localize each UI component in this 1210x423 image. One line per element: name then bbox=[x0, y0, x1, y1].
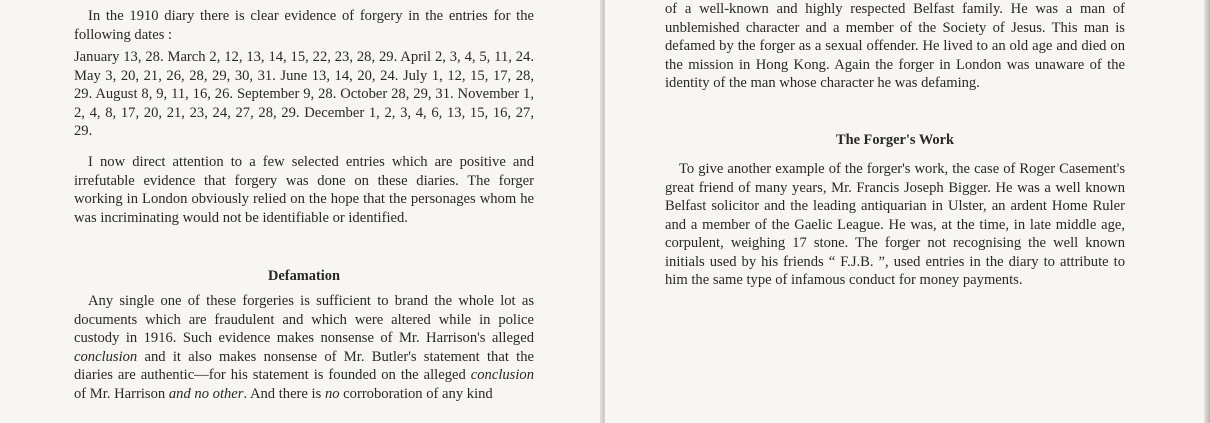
left-page bbox=[0, 0, 603, 423]
italic-run: conclusion bbox=[74, 348, 138, 365]
left-dates-list: January 13, 28. March 2, 12, 13, 14, 15, 22, 23, 28, 29. April 2, 3, 4, 5, 11, 24. May 3, 20, 21, 26, 28, 29, 30, 31. June 13, 14, 20, 24. July 1, 12, 15, 17, 28, 29. August 8, 9, 11, 16, 26. September 9, 28. October 28, 29, 31. November 1, 2, 4, 8, 17, 20, 21, 23, 24, 27, 28, 29. December 1, 2, 3, 4, 6, 13, 15, 16, 27, 29. bbox=[74, 49, 534, 139]
italic-run: no bbox=[324, 385, 340, 402]
italic-run: conclusion bbox=[470, 367, 534, 383]
italic-run: and no other bbox=[168, 385, 244, 402]
text-run: of Mr. Harrison bbox=[74, 385, 169, 402]
text-run: . And there is bbox=[243, 385, 325, 402]
left-paragraph-selected-entries: I now direct attention to a few selected entries which are positive and irrefutable evidence that forgery was done on these diaries. The forger working in London obviously relied on the hope that the personages whom he was incriminating would not be identifiable or identified. bbox=[74, 154, 534, 226]
page-edge bbox=[1204, 0, 1210, 423]
right-paragraph-bigger: To give another example of the forger's work, the case of Roger Casement's great friend of many years, Mr. Francis Joseph Bigger. He was a well known Belfast solicitor and the leading antiquarian in Ulster, an ardent Home Ruler and a member of the Gaelic League. He was, at the time, in late middle age, corpulent, weighing 17 stone. The forger not recognising the well known initials used by his friends “ F.J.B. ”, used entries in the diary to attribute to him the same type of infamous conduct for money payments. bbox=[665, 161, 1125, 288]
left-paragraph-intro: In the 1910 diary there is clear evidence of forgery in the entries for the following dates : bbox=[74, 8, 534, 43]
left-paragraph-defamation bbox=[74, 292, 534, 403]
right-page bbox=[605, 0, 1210, 423]
heading-forgers-work: The Forger's Work bbox=[835, 132, 955, 148]
text-run: and it also makes nonsense of Mr. Butler's statement that the diaries are authentic—for his statement is founded on the alleged bbox=[74, 348, 534, 383]
right-paragraph-continued: of a well-known and highly respected Belfast family. He was a man of unblemished character and a member of the Society of Jesus. This man is defamed by the forger as a sexual offender. He lived to an old age and died on the mission in Hong Kong. Again the forger in London was unaware of the identity of the man whose character he was defaming. bbox=[665, 1, 1125, 91]
text-run: corroboration of any kind bbox=[339, 385, 493, 402]
heading-defamation: Defamation bbox=[268, 268, 340, 284]
text-run: Any single one of these forgeries is sufficient to brand the whole lot as documents which are fraudulent and which were altered while in police custody in 1916. Such evidence makes nonsense of Mr. Harrison's alleged bbox=[74, 293, 534, 346]
